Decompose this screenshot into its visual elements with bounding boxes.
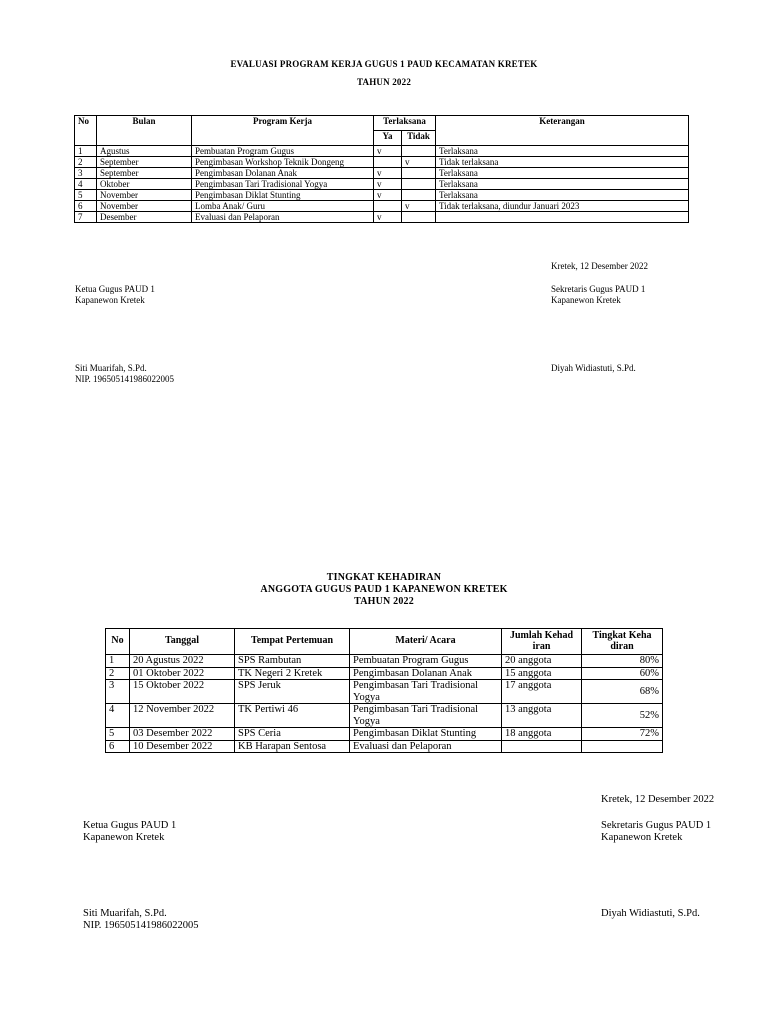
chair-nip: NIP. 196505141986022005: [75, 374, 175, 384]
secretary-name-2: Diyah Widiastuti, S.Pd.: [601, 908, 700, 919]
attendance-year: TAHUN 2022: [354, 596, 414, 607]
cell-ya: [374, 201, 402, 212]
header-jumlah-line1: Jumlah Kehad: [509, 630, 574, 641]
secretary-role-2: Sekretaris Gugus PAUD 1: [601, 820, 712, 831]
cell-no: 6: [106, 740, 130, 753]
cell-jumlah: 18 anggota: [502, 728, 582, 741]
cell-tanggal: 15 Oktober 2022: [130, 680, 235, 704]
cell-no: 2: [75, 157, 97, 168]
cell-jumlah: 20 anggota: [502, 655, 582, 668]
cell-tanggal: 01 Oktober 2022: [130, 667, 235, 680]
cell-materi: Pengimbasan Tari Tradisional Yogya: [350, 680, 502, 704]
attendance-subtitle: ANGGOTA GUGUS PAUD 1 KAPANEWON KRETEK: [260, 584, 508, 595]
cell-keterangan: Terlaksana: [436, 168, 689, 179]
cell-tidak: [402, 168, 436, 179]
cell-no: 5: [75, 190, 97, 201]
cell-keterangan: Tidak terlaksana, diundur Januari 2023: [436, 201, 689, 212]
cell-tingkat: 52%: [582, 704, 663, 728]
cell-tempat: TK Negeri 2 Kretek: [235, 667, 350, 680]
cell-bulan: Agustus: [97, 146, 192, 157]
cell-program: Pembuatan Program Gugus: [192, 146, 374, 157]
cell-tidak: [402, 146, 436, 157]
cell-jumlah: [502, 740, 582, 753]
table-row: [75, 168, 689, 179]
table-row: [75, 212, 689, 223]
evaluation-table: [74, 115, 689, 223]
cell-bulan: September: [97, 157, 192, 168]
cell-materi: Pengimbasan Dolanan Anak: [350, 667, 502, 680]
chair-region-2: Kapanewon Kretek: [83, 832, 165, 843]
cell-no: 4: [106, 704, 130, 728]
cell-tanggal: 03 Desember 2022: [130, 728, 235, 741]
table-row: [106, 704, 663, 728]
header-tempat: Tempat Pertemuan: [235, 629, 350, 655]
table-row: [75, 179, 689, 190]
cell-program: Pengimbasan Dolanan Anak: [192, 168, 374, 179]
cell-bulan: Oktober: [97, 179, 192, 190]
header-tanggal: Tanggal: [130, 629, 235, 655]
table-row: [75, 146, 689, 157]
chair-role-2: Ketua Gugus PAUD 1: [83, 820, 177, 831]
header-tingkat: [582, 629, 663, 655]
cell-tanggal: 20 Agustus 2022: [130, 655, 235, 668]
cell-ya: v: [374, 212, 402, 223]
chair-name: Siti Muarifah, S.Pd.: [75, 363, 147, 373]
header-tingkat-line1: Tingkat Keha: [592, 630, 652, 641]
secretary-name: Diyah Widiastuti, S.Pd.: [551, 363, 636, 373]
signature-date-2: Kretek, 12 Desember 2022: [601, 794, 715, 805]
table-row: [106, 667, 663, 680]
cell-materi: Pembuatan Program Gugus: [350, 655, 502, 668]
cell-jumlah: 17 anggota: [502, 680, 582, 704]
cell-bulan: Desember: [97, 212, 192, 223]
cell-no: 6: [75, 201, 97, 212]
evaluation-year: TAHUN 2022: [356, 77, 412, 87]
cell-no: 5: [106, 728, 130, 741]
cell-tidak: [402, 179, 436, 190]
cell-no: 1: [75, 146, 97, 157]
table-row: [75, 190, 689, 201]
table-row: [75, 157, 689, 168]
cell-keterangan: Terlaksana: [436, 179, 689, 190]
cell-ya: v: [374, 168, 402, 179]
cell-no: 1: [106, 655, 130, 668]
header-keterangan: Keterangan: [436, 116, 689, 146]
cell-tingkat: 80%: [582, 655, 663, 668]
cell-ya: v: [374, 146, 402, 157]
cell-ya: v: [374, 190, 402, 201]
secretary-region: Kapanewon Kretek: [551, 295, 621, 305]
cell-tempat: KB Harapan Sentosa: [235, 740, 350, 753]
header-tidak: Tidak: [402, 131, 436, 146]
cell-program: Evaluasi dan Pelaporan: [192, 212, 374, 223]
cell-no: 3: [106, 680, 130, 704]
table-row: [106, 680, 663, 704]
cell-keterangan: Terlaksana: [436, 190, 689, 201]
cell-keterangan: Tidak terlaksana: [436, 157, 689, 168]
cell-materi: Pengimbasan Diklat Stunting: [350, 728, 502, 741]
cell-jumlah: 15 anggota: [502, 667, 582, 680]
header-terlaksana: Terlaksana: [374, 116, 436, 131]
cell-tempat: SPS Ceria: [235, 728, 350, 741]
header-no: No: [75, 116, 97, 146]
chair-nip-2: NIP. 196505141986022005: [83, 920, 199, 931]
cell-keterangan: [436, 212, 689, 223]
chair-role: Ketua Gugus PAUD 1: [75, 284, 155, 294]
cell-tidak: [402, 190, 436, 201]
cell-no: 4: [75, 179, 97, 190]
cell-tempat: TK Pertiwi 46: [235, 704, 350, 728]
cell-tempat: SPS Rambutan: [235, 655, 350, 668]
cell-bulan: September: [97, 168, 192, 179]
cell-tidak: v: [402, 157, 436, 168]
header-jumlah: [502, 629, 582, 655]
table-row: [106, 655, 663, 668]
header-materi: Materi/ Acara: [350, 629, 502, 655]
cell-bulan: November: [97, 201, 192, 212]
cell-tingkat: 60%: [582, 667, 663, 680]
cell-ya: [374, 157, 402, 168]
cell-materi: Pengimbasan Tari Tradisional Yogya: [350, 704, 502, 728]
secretary-region-2: Kapanewon Kretek: [601, 832, 683, 843]
attendance-table: [105, 628, 663, 753]
chair-region: Kapanewon Kretek: [75, 295, 145, 305]
cell-no: 7: [75, 212, 97, 223]
cell-tidak: [402, 212, 436, 223]
cell-tanggal: 10 Desember 2022: [130, 740, 235, 753]
cell-tingkat: [582, 740, 663, 753]
signature-date: Kretek, 12 Desember 2022: [551, 261, 648, 271]
table-row: [106, 740, 663, 753]
header-tingkat-line2: diran: [610, 640, 634, 652]
cell-no: 2: [106, 667, 130, 680]
cell-jumlah: 13 anggota: [502, 704, 582, 728]
cell-tingkat: 72%: [582, 728, 663, 741]
attendance-title: TINGKAT KEHADIRAN: [326, 572, 442, 583]
secretary-role: Sekretaris Gugus PAUD 1: [551, 284, 646, 294]
cell-bulan: November: [97, 190, 192, 201]
cell-keterangan: Terlaksana: [436, 146, 689, 157]
header-program: Program Kerja: [192, 116, 374, 146]
header-bulan: Bulan: [97, 116, 192, 146]
cell-program: Pengimbasan Tari Tradisional Yogya: [192, 179, 374, 190]
cell-no: 3: [75, 168, 97, 179]
cell-materi: Evaluasi dan Pelaporan: [350, 740, 502, 753]
cell-program: Pengimbasan Diklat Stunting: [192, 190, 374, 201]
chair-name-2: Siti Muarifah, S.Pd.: [83, 908, 167, 919]
cell-program: Pengimbasan Workshop Teknik Dongeng: [192, 157, 374, 168]
table-row: [106, 728, 663, 741]
cell-tidak: v: [402, 201, 436, 212]
header-no: No: [106, 629, 130, 655]
cell-tingkat: 68%: [582, 680, 663, 704]
cell-tanggal: 12 November 2022: [130, 704, 235, 728]
table-row: [75, 201, 689, 212]
cell-program: Lomba Anak/ Guru: [192, 201, 374, 212]
header-jumlah-line2: iran: [532, 640, 551, 652]
cell-ya: v: [374, 179, 402, 190]
cell-tempat: SPS Jeruk: [235, 680, 350, 704]
evaluation-title: EVALUASI PROGRAM KERJA GUGUS 1 PAUD KECAMATAN KRETEK: [230, 59, 538, 69]
header-ya: Ya: [374, 131, 402, 146]
